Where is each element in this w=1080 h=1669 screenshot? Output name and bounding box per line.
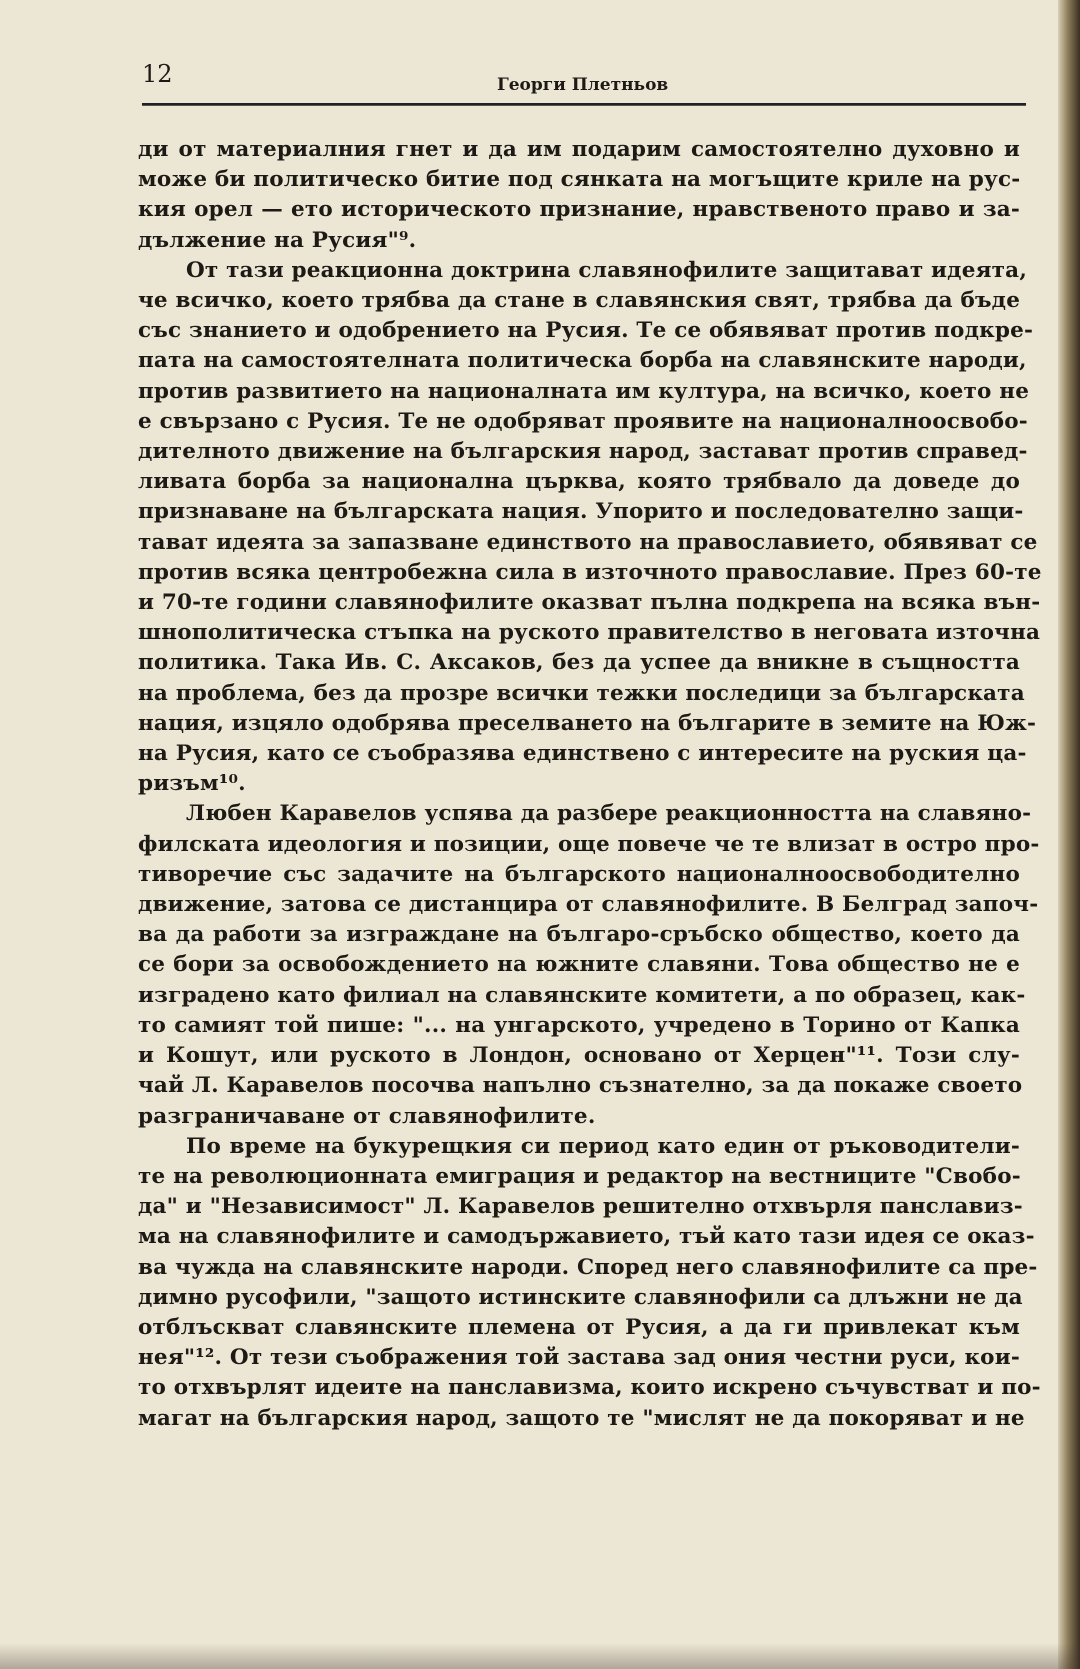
bottom-edge-shadow [0, 1643, 1080, 1669]
text-line: те на революционната емиграция и редактор на вестниците "Свобо- [138, 1163, 1021, 1189]
text-line: със знанието и одобрението на Русия. Те се обявяват против подкре- [138, 318, 1034, 344]
text-line: признаване на българската нация. Упорито и последователно защи- [138, 499, 1024, 525]
text-line: шнополитическа стъпка на руското правителство в неговата източна [138, 620, 1041, 646]
text-line: ма на славянофилите и самодържавието, тъй като тази идея се оказ- [138, 1224, 1035, 1250]
text-line: то самият той пише: "... на унгарското, учредено в Торино от Капка [138, 1012, 1020, 1038]
running-head: Георги Плетньов [497, 75, 669, 95]
page-header [142, 60, 1026, 104]
text-line: тават идеята за запазване единството на православието, обявяват се [138, 529, 1038, 555]
text-line: то отхвърлят идеите на панславизма, които искрено съчувстват и по- [138, 1375, 1041, 1401]
text-line: против развитието на националната им култура, на всичко, което не [138, 378, 1030, 404]
text-line: кия орел — ето историческото признание, нравственото право и за- [138, 197, 1020, 223]
text-line: е свързано с Русия. Те не одобряват проявите на националноосвобо- [138, 408, 1028, 434]
text-line: тиворечие със задачите на българското националноосвободително [138, 861, 1020, 887]
book-spine-shadow [1058, 0, 1080, 1669]
text-line: ризъм¹⁰. [138, 771, 246, 797]
text-line: пата на самостоятелната политическа борба на славянските народи, [138, 348, 1027, 374]
text-line: По време на букурещкия си период като един от ръководители- [186, 1133, 1020, 1159]
text-line: ва да работи за изграждане на българо-сръбско общество, което да [138, 922, 1020, 948]
text-line: ва чужда на славянските народи. Според него славянофилите са пре- [138, 1254, 1038, 1280]
header-rule [142, 103, 1026, 106]
text-line: дителното движение на българския народ, застават против справед- [138, 439, 1028, 465]
text-line: и Кошут, или руското в Лондон, основано от Херцен"¹¹. Този слу- [138, 1043, 1020, 1069]
text-line: ливата борба за национална църква, която трябвало да доведе до [138, 469, 1020, 495]
text-line: на проблема, без да прозре всички тежки последици за българската [138, 680, 1025, 706]
text-line: нация, изцяло одобрява преселването на българите в земите на Юж- [138, 710, 1037, 736]
text-line: против всяка центробежна сила в източното православие. През 60-те [138, 559, 1042, 585]
text-line: може би политическо битие под сянката на могъщите криле на рус- [138, 167, 1021, 193]
text-line: разграничаване от славянофилите. [138, 1103, 596, 1129]
text-line: чай Л. Каравелов посочва напълно съзнателно, за да покаже своето [138, 1073, 1023, 1099]
text-line: на Русия, като се съобразява единствено с интересите на руския ца- [138, 741, 1027, 767]
text-line: Любен Каравелов успява да разбере реакционността на славяно- [186, 801, 1032, 827]
text-line: отблъскват славянските племена от Русия, а да ги привлекат към [138, 1314, 1020, 1340]
text-line: От тази реакционна доктрина славянофилите защитават идеята, [186, 257, 1027, 283]
text-line: да" и "Независимост" Л. Каравелов решително отхвърля панславиз- [138, 1194, 1023, 1220]
text-line: политика. Така Ив. С. Аксаков, без да успее да вникне в същността [138, 650, 1020, 676]
text-line: филската идеология и позиции, още повече че те влизат в остро про- [138, 831, 1040, 857]
text-line: димно русофили, "защото истинските славянофили са длъжни не да [138, 1284, 1023, 1310]
text-line: нея"¹². От тези съображения той застава зад ония честни руси, кои- [138, 1345, 1020, 1371]
text-line: и 70-те години славянофилите оказват пълна подкрепа на всяка вън- [138, 590, 1041, 616]
text-line: дължение на Русия"⁹. [138, 227, 417, 253]
page-number: 12 [142, 60, 173, 88]
text-line: ди от материалния гнет и да им подарим самостоятелно духовно и [138, 137, 1020, 162]
text-line: се бори за освобождението на южните славяни. Това общество не е [138, 952, 1020, 978]
text-line: изградено като филиал на славянските комитети, а по образец, как- [138, 982, 1026, 1008]
body-text [138, 135, 1042, 1434]
text-line: движение, затова се дистанцира от славянофилите. В Белград започ- [138, 892, 1039, 918]
text-line: че всичко, което трябва да стане в славянския свят, трябва да бъде [138, 288, 1021, 314]
text-line: магат на българския народ, защото те "мислят не да покоряват и не [138, 1405, 1025, 1431]
